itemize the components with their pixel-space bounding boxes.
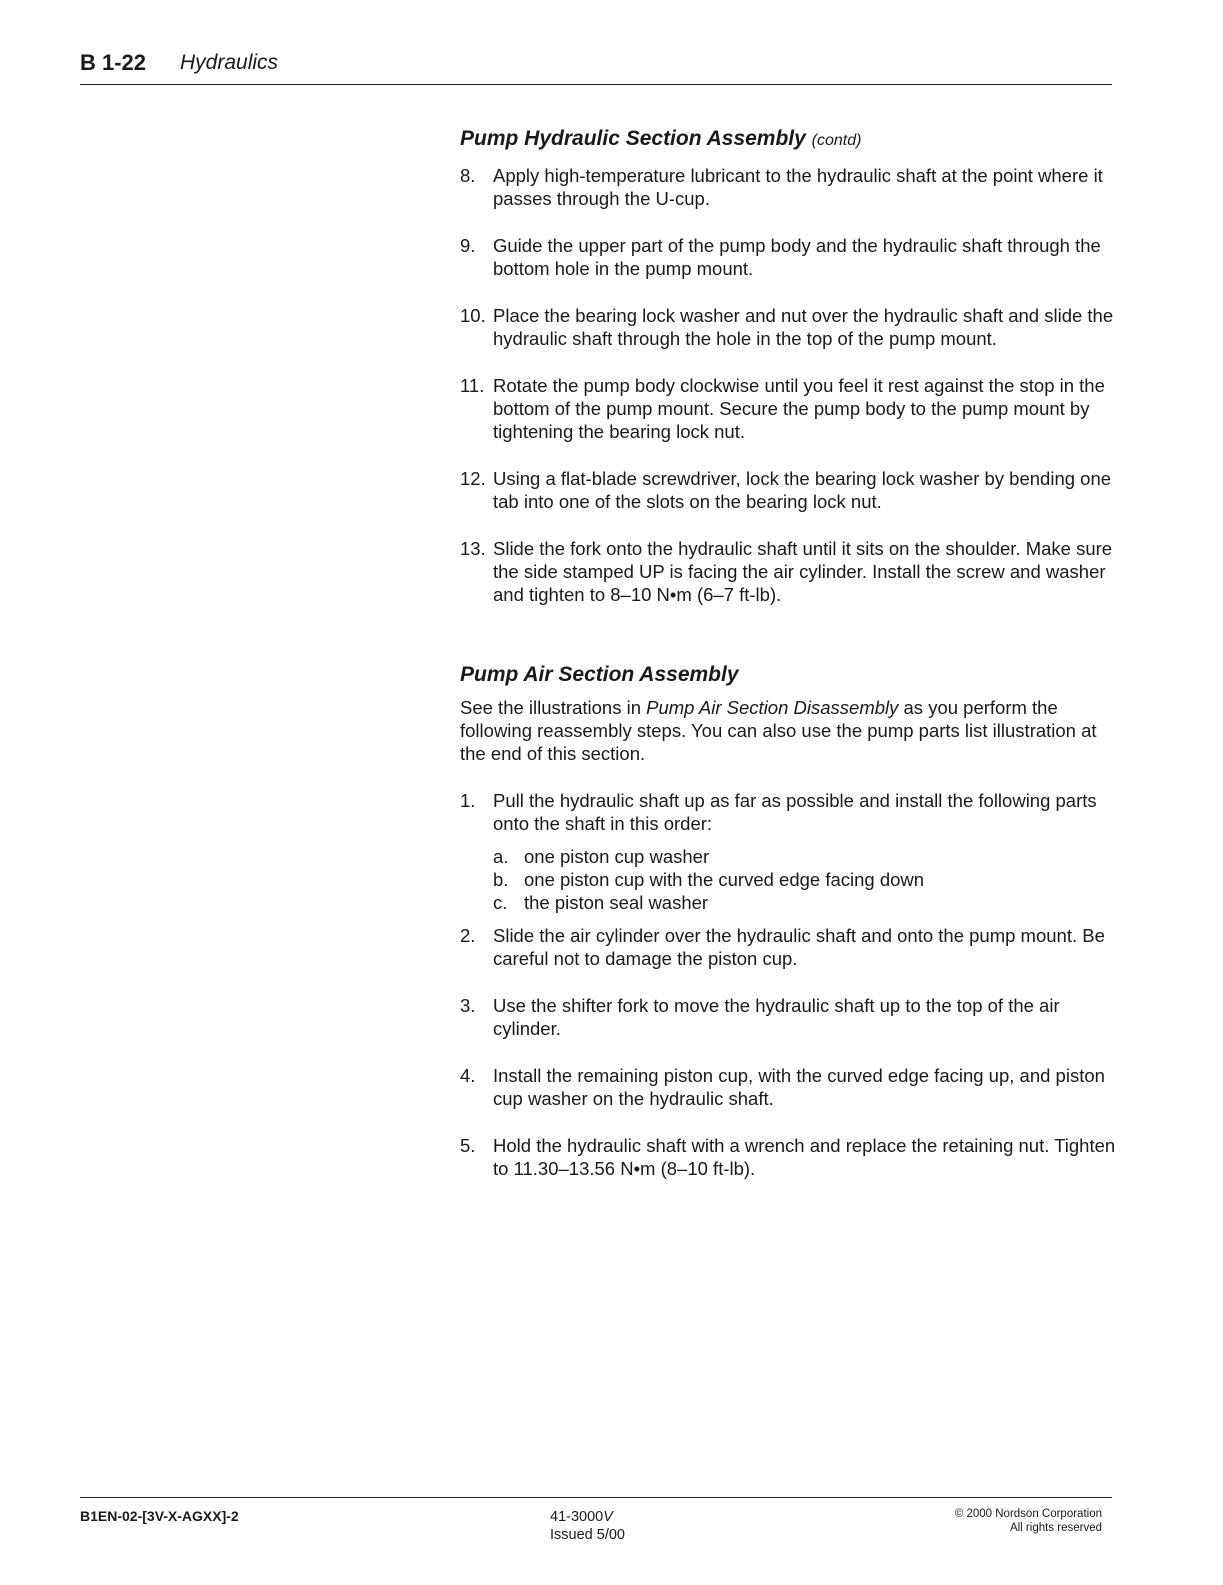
step-8: 8. Apply high-temperature lubricant to the hydraulic shaft at the point where it passes through the U-cup. <box>460 165 1103 209</box>
copyright-block <box>955 1507 1102 1535</box>
rights-notice: All rights reserved <box>1009 1522 1102 1534</box>
chapter-title: Hydraulics <box>180 51 279 74</box>
section-title-air: Pump Air Section Assembly <box>460 663 739 686</box>
page-footer <box>80 1497 1112 1558</box>
hydraulic-steps <box>460 164 1120 606</box>
part-info <box>550 1508 650 1544</box>
copyright-notice: © 2000 Nordson Corporation <box>954 1508 1102 1520</box>
step-9: 9. Guide the upper part of the pump body and the hydraulic shaft through the bottom hole in the pump mount. <box>460 235 1101 279</box>
issue-date: Issued 5/00 <box>550 1527 625 1543</box>
cross-reference: Pump Air Section Disassembly <box>646 697 899 718</box>
page-header <box>80 50 1112 85</box>
air-steps <box>460 789 1120 1180</box>
substep-a: a. one piston cup washer <box>493 846 710 867</box>
substep-c: c. the piston seal washer <box>493 892 709 913</box>
main-content <box>460 126 1120 1180</box>
substep-b: b. one piston cup with the curved edge facing down <box>493 869 925 890</box>
page-number: B 1-22 <box>80 50 147 75</box>
contd-label: (contd) <box>811 132 862 149</box>
section-title-hydraulic: Pump Hydraulic Section Assembly (contd) <box>460 127 862 150</box>
step-11: 11. Rotate the pump body clockwise until you feel it rest against the stop in the bottom of the pump mount. Secure the pump body to the pump mount by tightening the bearing lock nut. <box>460 375 1105 442</box>
step-12: 12. Using a flat-blade screwdriver, lock the bearing lock washer by bending one tab into one of the slots on the bearing lock nut. <box>460 468 1112 512</box>
air-step-2: 2. Slide the air cylinder over the hydraulic shaft and onto the pump mount. Be careful not to damage the piston cup. <box>460 925 1105 969</box>
section-intro: See the illustrations in Pump Air Section Disassembly as you perform the following reassembly steps. You can also use the pump parts list illustration at the end of this section. <box>460 697 1097 764</box>
step-10: 10. Place the bearing lock washer and nut over the hydraulic shaft and slide the hydraulic shaft through the hole in the top of the pump mount. <box>460 305 1114 349</box>
air-step-1: 1. Pull the hydraulic shaft up as far as possible and install the following parts onto the shaft in this order: a. one piston cup washer b. one piston cup with the curved edge facing down c. the piston seal washer <box>460 789 1120 914</box>
step-13: 13. Slide the fork onto the hydraulic shaft until it sits on the shoulder. Make sure the side stamped UP is facing the air cylinder. Install the screw and washer and tighten to 8–10 N•m (6–7 ft-lb). <box>460 538 1113 605</box>
air-step-4: 4. Install the remaining piston cup, with the curved edge facing up, and piston cup washer on the hydraulic shaft. <box>460 1065 1105 1109</box>
air-step-5: 5. Hold the hydraulic shaft with a wrench and replace the retaining nut. Tighten to 11.30–13.56 N•m (8–10 ft-lb). <box>460 1135 1116 1179</box>
substeps <box>493 845 1120 914</box>
part-number: 41-3000V <box>550 1509 613 1525</box>
air-step-3: 3. Use the shifter fork to move the hydraulic shaft up to the top of the air cylinder. <box>460 995 1060 1039</box>
document-code: B1EN-02-[3V-X-AGXX]-2 <box>80 1508 239 1524</box>
